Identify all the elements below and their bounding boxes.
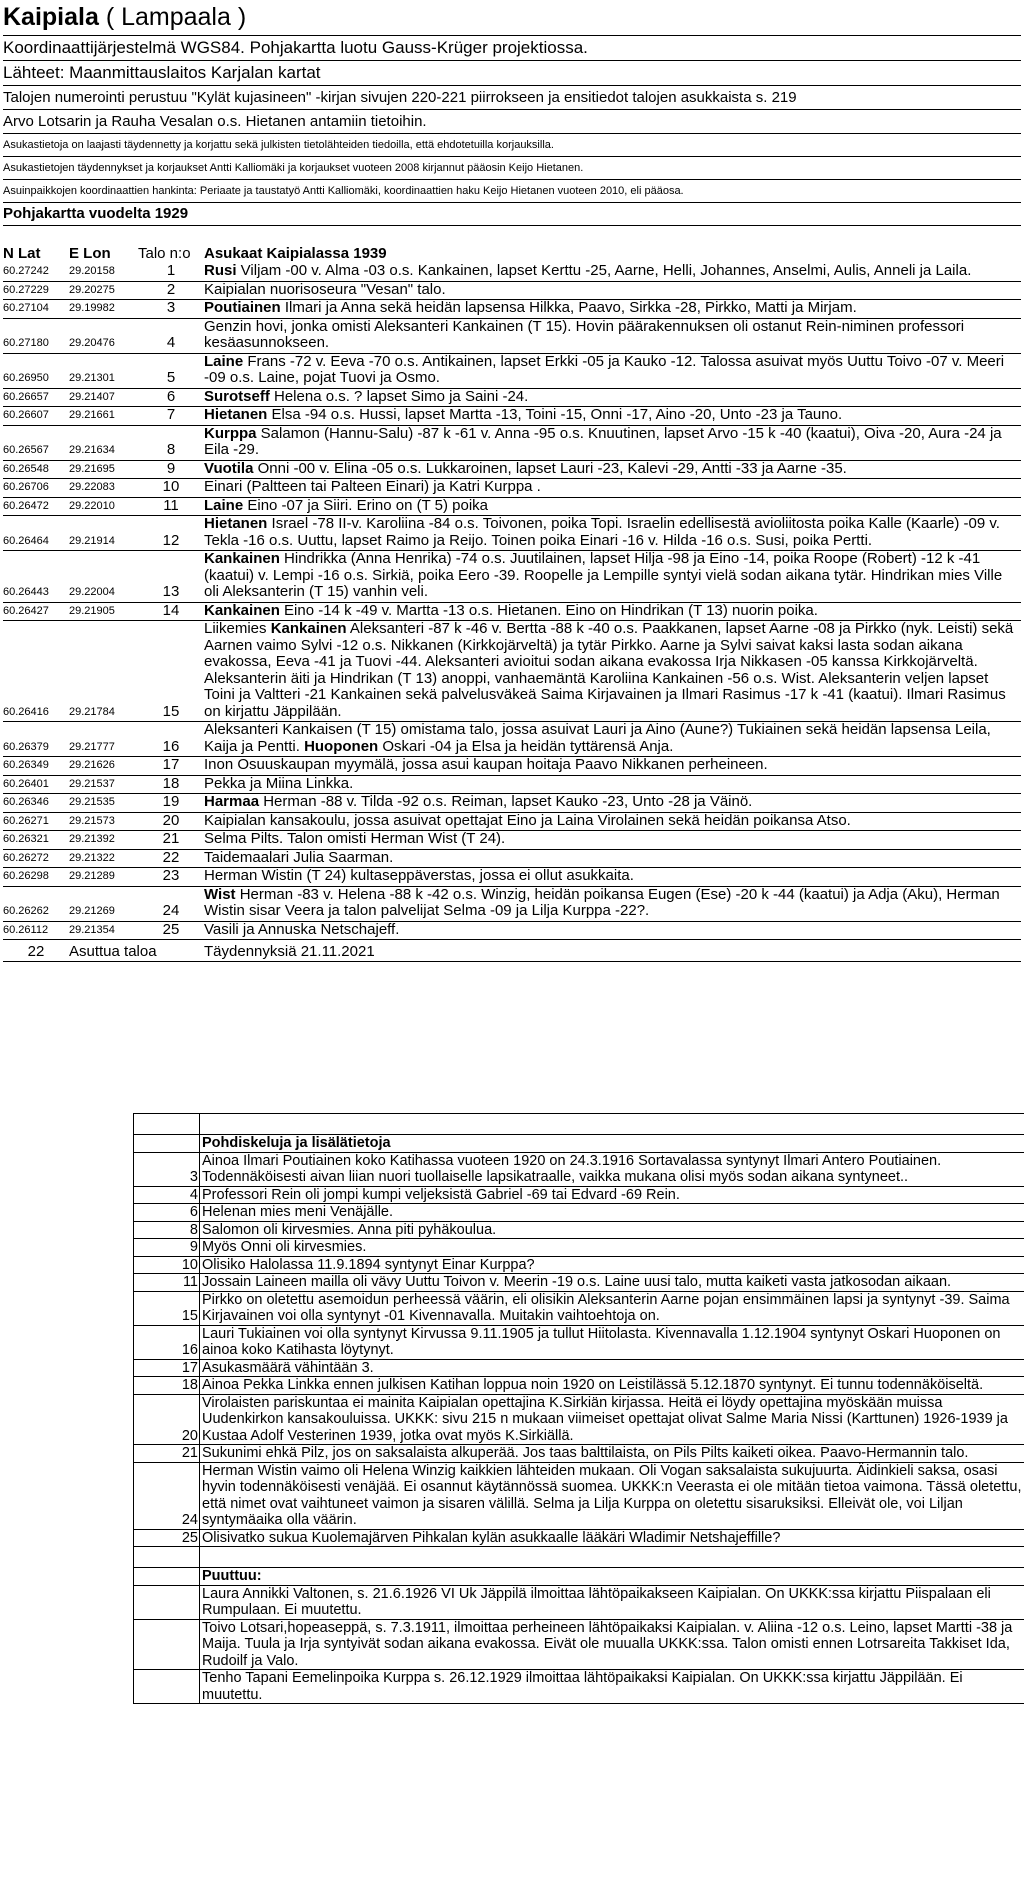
house-no-cell: 12: [138, 516, 204, 551]
residents-text: Genzin hovi, jonka omisti Aleksanteri Kankainen (T 15). Hovin päärakennuksen oli ostanut Rein-niminen professori kesäasunnokseen.: [204, 317, 965, 351]
house-no-cell: 11: [138, 497, 204, 516]
residents-text: Kaipialan kansakoulu, jossa asuivat opettajat Eino ja Laina Virolainen sekä heidän poikansa Atso.: [204, 811, 851, 829]
table-row: [3, 722, 1021, 757]
residents-cell: [204, 551, 1021, 603]
lon-cell: 29.20275: [69, 281, 138, 300]
table-row: [3, 621, 1021, 722]
table-row: [3, 516, 1021, 551]
note-text: Jossain Laineen mailla oli vävy Uuttu Toivon v. Meerin -19 o.s. Laine uusi talo, mutta kaiketi vasta jatkosodan aikaan.: [200, 1274, 1024, 1292]
lon-cell: 29.21392: [69, 831, 138, 850]
lat-cell: 60.27104: [3, 300, 69, 319]
residents-cell: [204, 794, 1021, 813]
note-row: [134, 1359, 1024, 1377]
informants-line: Arvo Lotsarin ja Rauha Vesalan o.s. Hietanen antamiin tietoihin.: [3, 110, 1021, 134]
table-row: [3, 388, 1021, 407]
note-row: [134, 1256, 1024, 1274]
table-row: [3, 460, 1021, 479]
lon-cell: 29.19982: [69, 300, 138, 319]
basemap-line: Pohjakartta vuodelta 1929: [3, 203, 1021, 226]
lat-cell: 60.26657: [3, 388, 69, 407]
residents-text: Eino -14 k -49 v. Martta -13 o.s. Hietanen. Eino on Hindrikan (T 13) nuorin poika.: [279, 601, 818, 619]
residents-cell: [204, 621, 1021, 722]
lon-cell: 29.21269: [69, 886, 138, 921]
house-count-label: Asuttua taloa: [69, 940, 204, 962]
note-row: [134, 1529, 1024, 1547]
residents-text: Aleksanteri Kankaisen (T 15) omistama talo, jossa asuivat Lauri ja Aino (Aune?) Tukiainen sekä heidän lapsensa Leila, Kaija ja Pentti.: [204, 721, 991, 755]
lon-cell: 29.21289: [69, 868, 138, 887]
family-name: Hietanen: [204, 406, 268, 423]
residents-text: Salamon (Hannu-Salu) -87 k -61 v. Anna -95 o.s. Knuutinen, lapset Arvo -15 k -40 (kaatui), Oiva -20, Aura -24 ja Eila -29.: [204, 424, 1002, 458]
residents-cell: [204, 868, 1021, 887]
empty-cell: [134, 1585, 200, 1619]
residents-text: Onni -00 v. Elina -05 o.s. Lukkaroinen, lapset Lauri -23, Kalevi -29, Antti -33 ja Aarne -35.: [253, 459, 847, 477]
family-name: Poutiainen: [204, 299, 281, 316]
house-no-cell: 2: [138, 281, 204, 300]
family-name: Laine: [204, 352, 244, 370]
residents-text: Israel -78 II-v. Karoliina -84 o.s. Toivonen, poika Topi. Israelin edellisestä avioliitosta poika Kalle (Kaarle) -09 v. Tekla -16 o.s. Uuttu, lapset Raimo ja Reijo. Toinen poika Einari -16 v. Hilda -16 o.s. Susi, poika Pertti.: [204, 515, 1000, 549]
table-row: [3, 318, 1021, 353]
lon-cell: 29.22004: [69, 551, 138, 603]
note-line-2: Asukastietojen täydennykset ja korjaukset Antti Kalliomäki ja korjaukset vuoteen 2008 kirjannut pääosin Keijo Hietanen.: [3, 157, 1021, 180]
missing-row: [134, 1619, 1024, 1670]
note-row: [134, 1274, 1024, 1292]
col-lon: E Lon: [69, 244, 111, 262]
note-text: Olisiko Halolassa 11.9.1894 syntynyt Einar Kurppa?: [200, 1256, 1024, 1274]
residents-text: Elsa -94 o.s. Hussi, lapset Martta -13, Toini -15, Onni -17, Aino -20, Unto -23 ja Tauno.: [267, 406, 843, 423]
lon-cell: 29.21301: [69, 353, 138, 388]
missing-row: [134, 1585, 1024, 1619]
house-no-cell: 15: [138, 621, 204, 722]
note-row: [134, 1377, 1024, 1395]
note-text: Herman Wistin vaimo oli Helena Winzig kaikkien lähteiden mukaan. Oli Vogan saksalaista sukujuurta. Äidinkieli saksa, osasi hyvin todennäköisesti venäjää. Ei osannut käytännössä suomea. UKKK:n Veerasta ei ole mitään tietoa vaimona. Tässä oletettu, että nimet ovat vaihtuneet vaimon ja sisaren välillä. Selma ja Lilja Kurppa on oletettu sisaruksiksi. Elleivät ole, voi Liljan syntymäaika olla väärin.: [200, 1462, 1024, 1529]
family-name: Kankainen: [204, 550, 280, 567]
lat-cell: 60.26427: [3, 602, 69, 621]
residents-cell: [204, 388, 1021, 407]
lon-cell: 29.21354: [69, 921, 138, 940]
residents-text: Pekka ja Miina Linkka.: [204, 774, 354, 792]
residents-cell: [204, 886, 1021, 921]
family-name: Rusi: [204, 262, 237, 279]
house-no-cell: 16: [138, 722, 204, 757]
table-row: [3, 921, 1021, 940]
lat-cell: 60.26262: [3, 886, 69, 921]
residents-text: Eino -07 ja Siiri. Erino on (T 5) poika: [243, 496, 489, 514]
table-row: [3, 757, 1021, 776]
empty-cell: [200, 1114, 1024, 1135]
notes-title-row: [134, 1135, 1024, 1153]
residents-text: Viljam -00 v. Alma -03 o.s. Kankainen, lapset Kerttu -25, Aarne, Helli, Johannes, Anselmi, Aulis, Anneli ja Laila.: [236, 262, 972, 279]
house-no-cell: 22: [138, 849, 204, 868]
note-row: [134, 1221, 1024, 1239]
lon-cell: 29.20476: [69, 318, 138, 353]
note-house-no: 20: [134, 1394, 200, 1445]
residents-cell: [204, 425, 1021, 460]
table-row: [3, 794, 1021, 813]
note-row: [134, 1291, 1024, 1325]
house-no-cell: 18: [138, 775, 204, 794]
lon-cell: 29.21322: [69, 849, 138, 868]
note-house-no: 10: [134, 1256, 200, 1274]
lon-cell: 29.21777: [69, 722, 138, 757]
lat-cell: 60.26567: [3, 425, 69, 460]
note-text: Olisivatko sukua Kuolemajärven Pihkalan kylän asukkaalle lääkäri Wladimir Netshajeffille?: [200, 1529, 1024, 1547]
empty-cell: [134, 1114, 200, 1135]
missing-row: [134, 1670, 1024, 1704]
notes-table: [133, 1113, 1024, 1704]
lat-cell: 60.26112: [3, 921, 69, 940]
empty-cell: [134, 1670, 200, 1704]
note-line-3: Asuinpaikkojen koordinaattien hankinta: Periaate ja taustatyö Antti Kalliomäki, koordinaattien haku Keijo Hietanen vuoteen 2010, eli pääosa.: [3, 180, 1021, 203]
house-no-cell: 19: [138, 794, 204, 813]
col-lat: N Lat: [3, 244, 41, 262]
house-no-cell: 6: [138, 388, 204, 407]
house-no-cell: 21: [138, 831, 204, 850]
lon-cell: 29.21914: [69, 516, 138, 551]
lon-cell: 29.21634: [69, 425, 138, 460]
residents-text: Inon Osuuskaupan myymälä, jossa asui kaupan hoitaja Paavo Nikkanen perheineen.: [204, 756, 768, 773]
house-no-cell: 24: [138, 886, 204, 921]
family-name: Laine: [204, 496, 244, 514]
lat-cell: 60.26298: [3, 868, 69, 887]
residents-text: Herman -88 v. Tilda -92 o.s. Reiman, lapset Kauko -23, Unto -28 ja Väinö.: [259, 793, 753, 810]
residents-text: Oskari -04 ja Elsa ja heidän tyttärensä Anja.: [378, 737, 674, 755]
missing-text: Laura Annikki Valtonen, s. 21.6.1926 VI Uk Jäppilä ilmoittaa lähtöpaikakseen Kaipialan. On UKKK:ssa kirjattu Piispalaan eli Rumpulaan. Ei muutettu.: [200, 1585, 1024, 1619]
lat-cell: 60.26321: [3, 831, 69, 850]
house-no-cell: 3: [138, 300, 204, 319]
table-row: [3, 425, 1021, 460]
lat-cell: 60.26379: [3, 722, 69, 757]
note-row: [134, 1186, 1024, 1204]
residents-cell: [204, 460, 1021, 479]
lon-cell: 29.21905: [69, 602, 138, 621]
lat-cell: 60.26346: [3, 794, 69, 813]
family-name: Wist: [204, 885, 236, 903]
lat-cell: 60.26607: [3, 407, 69, 426]
house-no-cell: 23: [138, 868, 204, 887]
summary-row: [3, 940, 1021, 962]
residents-table: [3, 240, 1021, 962]
note-house-no: 24: [134, 1462, 200, 1529]
family-name: Kankainen: [270, 620, 347, 637]
residents-cell: [204, 407, 1021, 426]
lat-cell: 60.26443: [3, 551, 69, 603]
residents-cell: [204, 849, 1021, 868]
residents-cell: [204, 263, 1021, 281]
lon-cell: 29.22083: [69, 479, 138, 498]
empty-row: [134, 1114, 1024, 1135]
residents-text: Ilmari ja Anna sekä heidän lapsensa Hilkka, Paavo, Sirkka -28, Pirkko, Matti ja Mirjam.: [280, 299, 857, 316]
house-no-cell: 20: [138, 812, 204, 831]
residents-text: Vasili ja Annuska Netschajeff.: [204, 920, 400, 938]
empty-cell: [200, 1547, 1024, 1568]
lat-cell: 60.26272: [3, 849, 69, 868]
lon-cell: 29.22010: [69, 497, 138, 516]
lat-cell: 60.26464: [3, 516, 69, 551]
residents-text: Frans -72 v. Eeva -70 o.s. Antikainen, lapset Erkki -05 ja Kauko -12. Talossa asuivat myös Uuttu Toivo -07 v. Meeri -09 o.s. Laine, pojat Tuovi ja Osmo.: [204, 352, 1005, 386]
col-residents: Asukaat Kaipialassa 1939: [204, 244, 387, 262]
note-house-no: 16: [134, 1325, 200, 1359]
note-house-no: 18: [134, 1377, 200, 1395]
house-no-cell: 14: [138, 602, 204, 621]
lat-cell: 60.27180: [3, 318, 69, 353]
note-text: Lauri Tukiainen voi olla syntynyt Kirvussa 9.11.1905 ja tullut Hiitolasta. Kivennavalla 1.12.1904 syntynyt Oskari Huoponen on ainoa koko Katihasta löytynyt.: [200, 1325, 1024, 1359]
residents-cell: [204, 812, 1021, 831]
table-row: [3, 551, 1021, 603]
lon-cell: 29.21626: [69, 757, 138, 776]
note-house-no: 6: [134, 1204, 200, 1222]
residents-cell: [204, 921, 1021, 940]
missing-title: Puuttuu:: [200, 1568, 1024, 1586]
note-text: Pirkko on oletettu asemoidun perheessä väärin, eli olisikin Aleksanterin Aarne pojan ensimmäinen lapsi ja syntynyt -39. Saima Kirjavainen voi olla syntynyt -01 Kivennavalla. Muitakin vaihtoehtoja on.: [200, 1291, 1024, 1325]
note-text: Myös Onni oli kirvesmies.: [200, 1239, 1024, 1257]
family-name: Harmaa: [204, 793, 260, 810]
note-house-no: 11: [134, 1274, 200, 1292]
table-row: [3, 868, 1021, 887]
note-house-no: 4: [134, 1186, 200, 1204]
note-row: [134, 1239, 1024, 1257]
note-text: Virolaisten pariskuntaa ei mainita Kaipialan opettajina K.Sirkiän kirjassa. Heitä ei löydy opettajina myöskään muissa Uudenkirkon kansakouluissa. UKKK: sivu 215 n mukaan viimeiset opettajat olivat Salme Maria Nissi (Karttunen) 1926-1939 ja Kustaa Adolf Vesterinen 1939, jotka ovat myös K.Sirkiällä.: [200, 1394, 1024, 1445]
lon-cell: 29.21695: [69, 460, 138, 479]
note-row: [134, 1462, 1024, 1529]
note-text: Ainoa Pekka Linkka ennen julkisen Katihan loppua noin 1920 on Leistilässä 5.12.1870 syntynyt. Ei tunnu todennäköiseltä.: [200, 1377, 1024, 1395]
note-text: Helenan mies meni Venäjälle.: [200, 1204, 1024, 1222]
empty-cell: [134, 1135, 200, 1153]
house-no-cell: 10: [138, 479, 204, 498]
empty-row: [134, 1547, 1024, 1568]
family-name: Kankainen: [204, 601, 280, 619]
residents-text: Herman Wistin (T 24) kultaseppäverstas, jossa ei ollut asukkaita.: [204, 867, 634, 884]
note-house-no: 25: [134, 1529, 200, 1547]
notes-title: Pohdiskeluja ja lisälätietoja: [200, 1135, 1024, 1153]
table-row: [3, 281, 1021, 300]
note-house-no: 15: [134, 1291, 200, 1325]
note-house-no: 21: [134, 1445, 200, 1463]
lon-cell: 29.20158: [69, 263, 138, 281]
missing-text: Tenho Tapani Eemelinpoika Kurppa s. 26.12.1929 ilmoittaa lähtöpaikaksi Kaipialan. On UKKK:ssa kirjattu Jäppilään. Ei muutettu.: [200, 1670, 1024, 1704]
residents-cell: [204, 516, 1021, 551]
table-row: [3, 497, 1021, 516]
residents-cell: [204, 497, 1021, 516]
residents-cell: [204, 300, 1021, 319]
table-row: [3, 602, 1021, 621]
col-house-no: Talo n:o: [138, 244, 191, 262]
residents-text: Aleksanteri -87 k -46 v. Bertta -88 k -40 o.s. Paakkanen, lapset Aarne -08 ja Pirkko (nyk. Leisti) sekä Aarnen vaimo Sylvi -12 o.s. Nikkanen (Kirkkojärveltä) ja tytär Pirkko. Aarne ja Sylvi saivat kaksi lasta sodan aikana evakossa, Eeva -41 ja Tuovi -44. Aleksanteri avioitui sodan aikana evakossa Irja Nikkasen -05 kanssa Kirkkojärveltä. Aleksanterin äiti ja Hindrikan (T 13) anoppi, vanhaemäntä Karoliina Kankainen -56 o.s. Wist. Aleksanterin veljen lapset Toini ja Valtteri -21 Kankainen sekä palvelusväkeä Saima Kirjavainen ja Ilmari Rasimus -17 k -41 (kaatui). Ilmari Rasimus on kirjattu Jäppilään.: [204, 620, 1014, 720]
note-row: [134, 1204, 1024, 1222]
note-house-no: 9: [134, 1239, 200, 1257]
note-text: Ainoa Ilmari Poutiainen koko Katihassa vuoteen 1920 on 24.3.1916 Sortavalassa syntynyt Ilmari Antero Poutiainen. Todennäköisesti aivan liian nuori tuollaiselle lapsikatraalle, vaikka mukana olisi myös sodan aikana syntyneet..: [200, 1152, 1024, 1186]
residents-text: Kaipialan nuorisoseura "Vesan" talo.: [204, 280, 446, 298]
residents-text: Helena o.s. ? lapset Simo ja Saini -24.: [269, 387, 529, 405]
lat-cell: 60.26416: [3, 621, 69, 722]
house-no-cell: 1: [138, 263, 204, 281]
house-no-cell: 8: [138, 425, 204, 460]
table-row: [3, 812, 1021, 831]
house-no-cell: 7: [138, 407, 204, 426]
house-no-cell: 4: [138, 318, 204, 353]
note-text: Sukunimi ehkä Pilz, jos on saksalaista alkuperää. Jos taas balttilaista, on Pils Pilts kaiketi oikea. Paavo-Hermannin talo.: [200, 1445, 1024, 1463]
residents-cell: [204, 281, 1021, 300]
table-row: [3, 353, 1021, 388]
note-row: [134, 1394, 1024, 1445]
note-row: [134, 1325, 1024, 1359]
house-no-cell: 13: [138, 551, 204, 603]
table-row: [3, 263, 1021, 281]
page-title: Kaipiala ( Lampaala ): [3, 0, 1021, 36]
prefix-text: Liikemies: [204, 620, 271, 637]
coord-system-line: Koordinaattijärjestelmä WGS84. Pohjakartta luotu Gauss-Krüger projektiossa.: [3, 36, 1021, 61]
residents-cell: [204, 318, 1021, 353]
residents-cell: [204, 831, 1021, 850]
lon-cell: 29.21661: [69, 407, 138, 426]
lat-cell: 60.26548: [3, 460, 69, 479]
family-name: Hietanen: [204, 515, 268, 532]
table-row: [3, 849, 1021, 868]
table-row: [3, 407, 1021, 426]
residents-text: Selma Pilts. Talon omisti Herman Wist (T 24).: [204, 830, 506, 847]
family-name: Vuotila: [204, 459, 254, 477]
lat-cell: 60.26472: [3, 497, 69, 516]
note-house-no: 17: [134, 1359, 200, 1377]
note-text: Professori Rein oli jompi kumpi veljeksistä Gabriel -69 tai Edvard -69 Rein.: [200, 1186, 1024, 1204]
residents-cell: [204, 757, 1021, 776]
family-name: Huoponen: [304, 737, 379, 755]
house-no-cell: 9: [138, 460, 204, 479]
empty-cell: [134, 1547, 200, 1568]
lon-cell: 29.21573: [69, 812, 138, 831]
residents-cell: [204, 353, 1021, 388]
lon-cell: 29.21784: [69, 621, 138, 722]
note-row: [134, 1445, 1024, 1463]
house-no-cell: 25: [138, 921, 204, 940]
lon-cell: 29.21537: [69, 775, 138, 794]
lat-cell: 60.26706: [3, 479, 69, 498]
lat-cell: 60.26349: [3, 757, 69, 776]
lat-cell: 60.26401: [3, 775, 69, 794]
residents-text: Hindrikka (Anna Henrika) -74 o.s. Juutilainen, lapset Hilja -98 ja Eino -14, poika Roope (Robert) -12 k -41 (kaatui) v. Lempi -16 o.s. Sirkiä, poika Eero -39. Roopelle ja Lempille syntyi vielä sodan aikana tytär. Hindrikan mies Ville oli Aleksanterin (T 15) vanhin veli.: [204, 550, 1003, 600]
residents-text: Einari (Paltteen tai Palteen Einari) ja Katri Kurppa .: [204, 478, 541, 495]
table-row: [3, 886, 1021, 921]
updated-date: Täydennyksiä 21.11.2021: [204, 940, 1021, 962]
note-line-1: Asukastietoja on laajasti täydennetty ja korjattu sekä julkisten tietolähteiden tiedoilla, että ehdotetuilla korjauksilla.: [3, 134, 1021, 157]
note-text: Salomon oli kirvesmies. Anna piti pyhäkoulua.: [200, 1221, 1024, 1239]
residents-cell: [204, 479, 1021, 498]
empty-cell: [134, 1568, 200, 1586]
missing-title-row: [134, 1568, 1024, 1586]
note-text: Asukasmäärä vähintään 3.: [200, 1359, 1024, 1377]
lat-cell: 60.27229: [3, 281, 69, 300]
numbering-line: Talojen numerointi perustuu "Kylät kujasineen" -kirjan sivujen 220-221 piirrokseen ja ensitiedot talojen asukkaista s. 219: [3, 86, 1021, 110]
note-house-no: 3: [134, 1152, 200, 1186]
residents-text: Taidemaalari Julia Saarman.: [204, 848, 394, 866]
table-row: [3, 831, 1021, 850]
family-name: Kurppa: [204, 424, 257, 442]
table-row: [3, 300, 1021, 319]
lon-cell: 29.21407: [69, 388, 138, 407]
table-row: [3, 775, 1021, 794]
family-name: Surotseff: [204, 387, 270, 405]
table-row: [3, 479, 1021, 498]
sources-line: Lähteet: Maanmittauslaitos Karjalan kartat: [3, 61, 1021, 86]
residents-text: Herman -83 v. Helena -88 k -42 o.s. Winzig, heidän poikansa Eugen (Ese) -20 k -44 (kaatui) ja Adja (Aku), Herman Wistin sisar Veera ja talon palvelijat Selma -09 ja Lilja Kurppa -22?.: [204, 885, 1000, 919]
note-house-no: 8: [134, 1221, 200, 1239]
residents-cell: [204, 775, 1021, 794]
house-no-cell: 17: [138, 757, 204, 776]
lon-cell: 29.21535: [69, 794, 138, 813]
house-count: 22: [3, 940, 69, 962]
empty-cell: [134, 1619, 200, 1670]
residents-cell: [204, 602, 1021, 621]
note-row: [134, 1152, 1024, 1186]
lat-cell: 60.26271: [3, 812, 69, 831]
house-no-cell: 5: [138, 353, 204, 388]
lat-cell: 60.27242: [3, 263, 69, 281]
missing-text: Toivo Lotsari,hopeaseppä, s. 7.3.1911, ilmoittaa perheineen lähtöpaikaksi Kaipialan. v. Aliina -12 o.s. Leino, lapset Martti -38 ja Maija. Tuula ja Irja syntyivät sodan aikana evakossa. Eivät ole muualla UKKK:ssa. Talon omisti ennen Lotrsareita Takkiset Ida, Rudoilf ja Valo.: [200, 1619, 1024, 1670]
lat-cell: 60.26950: [3, 353, 69, 388]
table-header-row: [3, 240, 1021, 263]
residents-cell: [204, 722, 1021, 757]
